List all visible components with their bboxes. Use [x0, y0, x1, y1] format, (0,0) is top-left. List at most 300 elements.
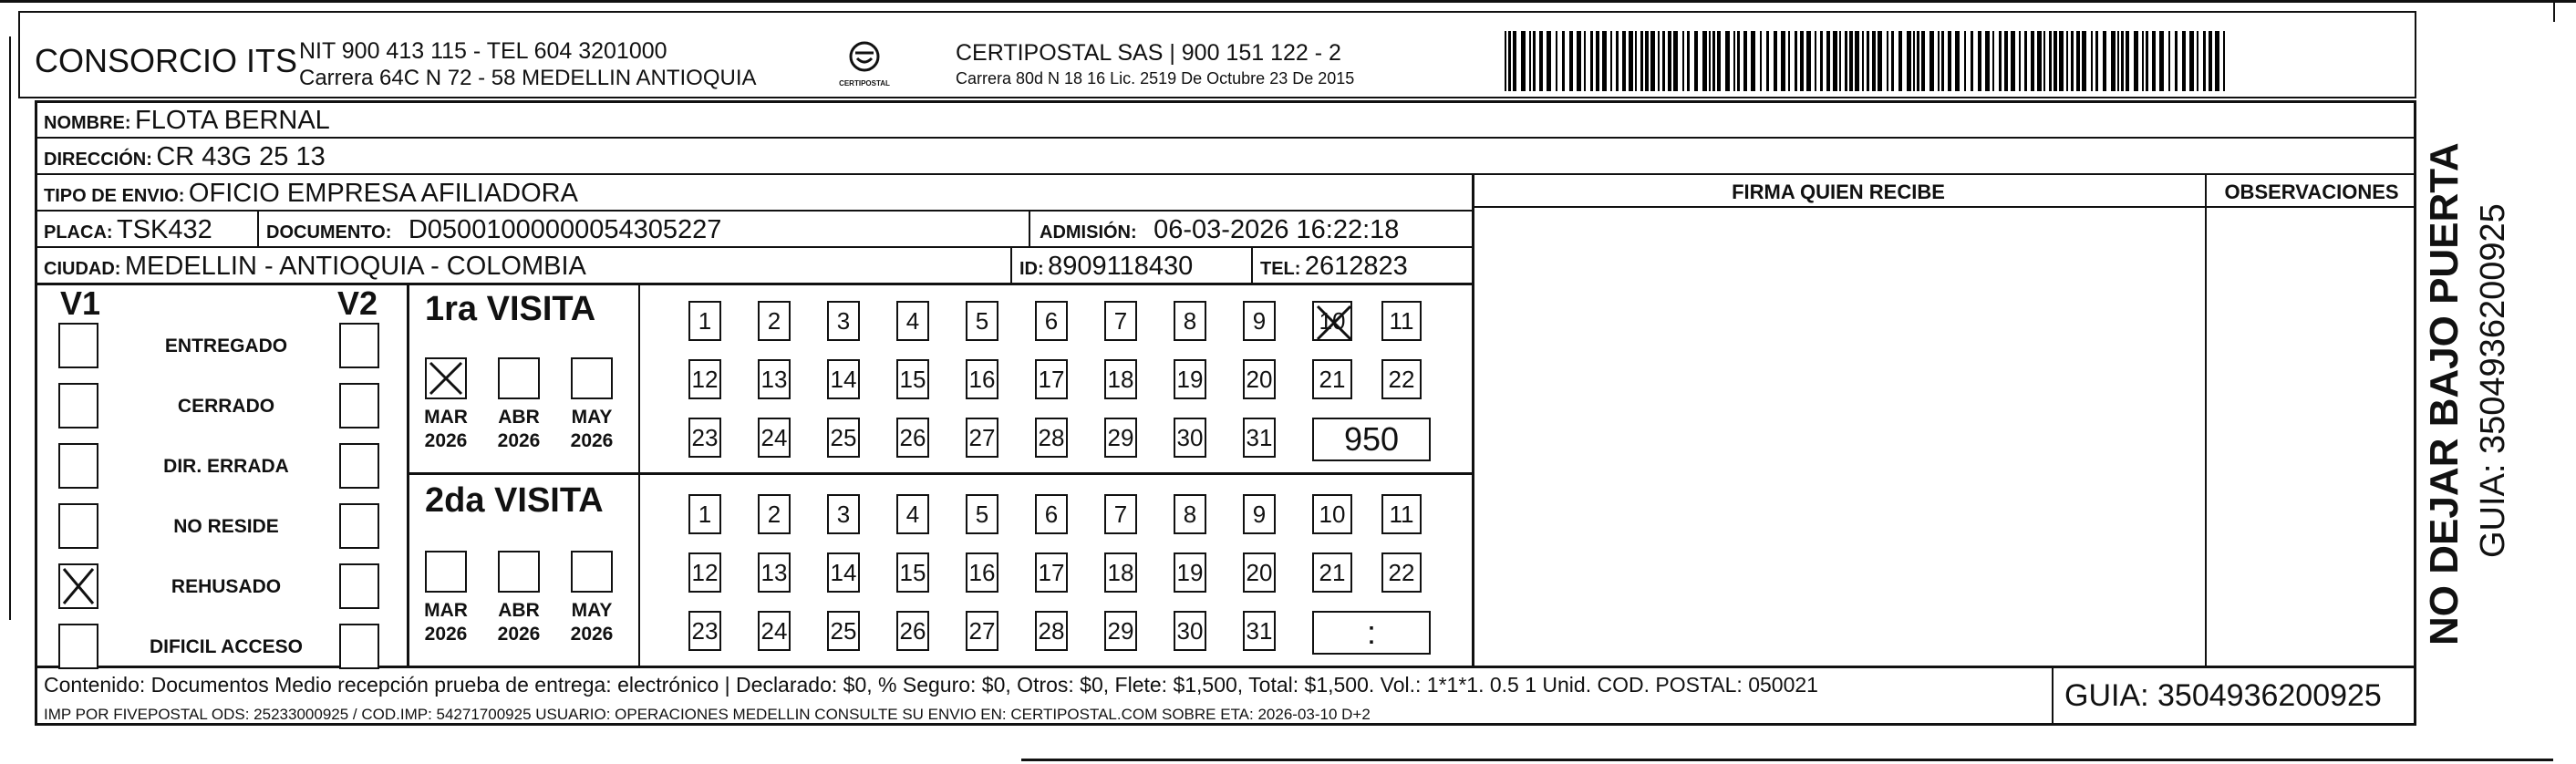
day-box[interactable] [1174, 418, 1206, 458]
month-checkbox[interactable] [425, 357, 467, 399]
day-box[interactable] [1381, 552, 1422, 593]
v2-label: V2 [337, 284, 378, 322]
day-number: 15 [899, 558, 926, 586]
left-edge [9, 36, 11, 620]
barcode-bar [1774, 31, 1777, 91]
day-number: 20 [1246, 558, 1273, 586]
barcode-bar [2223, 31, 2225, 91]
barcode-bar [1964, 31, 1966, 91]
barcode-bar [1569, 31, 1573, 91]
observaciones-label: OBSERVACIONES [2224, 181, 2399, 203]
nombre-label: NOMBRE: [44, 113, 131, 133]
day-box[interactable] [1035, 611, 1068, 651]
barcode-bar [1815, 31, 1816, 91]
time-box[interactable] [1312, 418, 1431, 461]
day-box[interactable] [688, 552, 721, 593]
day-box[interactable] [1174, 611, 1206, 651]
month-label: MAY [571, 600, 613, 621]
barcode-bar [2024, 31, 2027, 91]
tel-label: TEL: [1260, 259, 1301, 279]
barcode-bar [1529, 31, 1531, 91]
barcode-bar [2121, 31, 2124, 91]
day-number: 23 [691, 616, 719, 645]
day-number: 8 [1183, 500, 1197, 528]
barcode-bar [1898, 31, 1902, 91]
tel-cell [1260, 252, 1408, 282]
nombre-value: FLOTA BERNAL [135, 106, 330, 135]
day-number: 11 [1389, 306, 1414, 335]
day-box[interactable] [1035, 418, 1068, 458]
day-number: 21 [1319, 558, 1346, 586]
barcode-bar [1760, 31, 1762, 91]
day-box[interactable] [1312, 301, 1352, 341]
status-option-label: DIFICIL ACCESO [149, 636, 303, 657]
check-x-icon [60, 565, 97, 607]
placa-label: PLACA: [44, 222, 113, 243]
day-box[interactable] [896, 552, 929, 593]
barcode-bar [1855, 31, 1859, 91]
v1-checkbox[interactable] [58, 383, 98, 428]
v2-checkbox[interactable] [339, 624, 379, 669]
barcode-bar [1820, 31, 1823, 91]
direccion-value: CR 43G 25 13 [156, 142, 326, 171]
barcode-bar [1712, 31, 1715, 91]
v1-checkbox[interactable] [58, 503, 98, 549]
day-box[interactable] [758, 418, 791, 458]
barcode-bar [2168, 31, 2170, 91]
barcode-bar [2059, 31, 2064, 91]
barcode-bar [2189, 31, 2194, 91]
day-box[interactable] [1035, 301, 1068, 341]
barcode-bar [1635, 31, 1637, 91]
barcode-bar [2197, 31, 2198, 91]
barcode-bar [2175, 31, 2178, 91]
barcode-bar [1845, 31, 1847, 91]
company-address: Carrera 64C N 72 - 58 MEDELLIN ANTIOQUIA [299, 66, 757, 90]
certipostal-logo-icon [839, 38, 890, 78]
day-box[interactable] [1035, 552, 1068, 593]
barcode-bar [1921, 31, 1925, 91]
barcode-bar [1640, 31, 1643, 91]
day-box[interactable] [1174, 359, 1206, 399]
day-box[interactable] [827, 301, 860, 341]
barcode-bar [2203, 31, 2206, 91]
day-number: 3 [836, 500, 851, 528]
barcode-bar [1955, 31, 1960, 91]
certipostal-logo [839, 38, 890, 93]
day-box[interactable] [688, 418, 721, 458]
barcode-bar [1668, 31, 1671, 91]
day-box[interactable] [827, 611, 860, 651]
day-number: 24 [760, 616, 788, 645]
v2-checkbox[interactable] [339, 323, 379, 368]
day-number: 10 [1319, 500, 1346, 528]
day-box[interactable] [1312, 552, 1352, 593]
barcode-bar [1913, 31, 1915, 91]
barcode-bar [1622, 31, 1626, 91]
barcode-bar [1682, 31, 1684, 91]
day-number: 31 [1246, 616, 1273, 645]
barcode-bar [1766, 31, 1769, 91]
barcode-bar [2076, 31, 2080, 91]
status-option-label: DIR. ERRADA [163, 456, 289, 477]
day-box[interactable] [896, 301, 929, 341]
day-box[interactable] [1381, 359, 1422, 399]
barcode-bar [1907, 31, 1911, 91]
barcode-bar [1539, 31, 1543, 91]
day-box[interactable] [758, 552, 791, 593]
day-box[interactable] [1174, 301, 1206, 341]
barcode-bar [1687, 31, 1690, 91]
day-box[interactable] [1104, 611, 1137, 651]
footer-guia: GUIA: 3504936200925 [2064, 678, 2382, 713]
day-box[interactable] [688, 494, 721, 534]
day-box[interactable] [1243, 611, 1276, 651]
barcode-bar [2215, 31, 2219, 91]
side-guia: GUIA: 3504936200925 [2474, 203, 2512, 558]
barcode-bar [1849, 31, 1853, 91]
v1-checkbox[interactable] [58, 323, 98, 368]
day-number: 3 [836, 306, 851, 335]
ciudad-label: CIUDAD: [44, 259, 121, 279]
tel-value: 2612823 [1304, 252, 1408, 281]
barcode-bar [1891, 31, 1894, 91]
v1-checkbox[interactable] [58, 443, 98, 489]
status-option-label: NO RESIDE [173, 516, 279, 537]
day-box[interactable] [1174, 494, 1206, 534]
month-checkbox[interactable] [498, 357, 540, 399]
barcode-bar [1602, 31, 1607, 91]
barcode-bar [1872, 31, 1876, 91]
barcode-bar [1694, 31, 1698, 91]
barcode-bar [2152, 31, 2156, 91]
barcode-bar [1533, 31, 1536, 91]
day-number: 4 [905, 306, 920, 335]
day-box[interactable] [1381, 301, 1422, 341]
barcode-bar [1616, 31, 1619, 91]
barcode-bar [2004, 31, 2008, 91]
id-label: ID: [1019, 259, 1044, 279]
day-box[interactable] [966, 418, 998, 458]
day-number: 9 [1252, 306, 1267, 335]
day-box[interactable] [827, 552, 860, 593]
barcode-bar [1717, 31, 1721, 91]
day-box[interactable] [688, 301, 721, 341]
day-number: 8 [1183, 306, 1197, 335]
barcode-bar [1826, 31, 1830, 91]
barcode-bar [1862, 31, 1864, 91]
v2-checkbox[interactable] [339, 563, 379, 609]
day-number: 12 [691, 365, 719, 393]
month-checkbox[interactable] [571, 357, 613, 399]
v2-checkbox[interactable] [339, 383, 379, 428]
direccion-label: DIRECCIÓN: [44, 150, 152, 170]
firma-label: FIRMA QUIEN RECIBE [1732, 181, 1945, 203]
barcode-bar [1596, 31, 1599, 91]
side-warning: NO DEJAR BAJO PUERTA [2422, 142, 2467, 645]
day-box[interactable] [758, 301, 791, 341]
day-box[interactable] [758, 359, 791, 399]
day-box[interactable] [827, 359, 860, 399]
day-number: 27 [968, 423, 996, 451]
v2-checkbox[interactable] [339, 443, 379, 489]
day-number: 25 [830, 616, 857, 645]
day-number: 27 [968, 616, 996, 645]
barcode-bar [1887, 31, 1888, 91]
day-box[interactable] [1104, 301, 1137, 341]
day-box[interactable] [688, 359, 721, 399]
day-box[interactable] [758, 611, 791, 651]
day-box[interactable] [827, 494, 860, 534]
day-number: 19 [1176, 365, 1204, 393]
day-box[interactable] [1243, 552, 1276, 593]
day-number: 5 [975, 306, 989, 335]
barcode-bar [2134, 31, 2138, 91]
admision-cell [1040, 215, 1399, 245]
check-x-icon [427, 359, 465, 397]
day-number: 25 [830, 423, 857, 451]
barcode-bar [1673, 31, 1678, 91]
day-number: 22 [1388, 365, 1415, 393]
day-number: 13 [760, 365, 788, 393]
barcode-bar [2031, 31, 2034, 91]
day-number: 6 [1044, 306, 1059, 335]
day-box[interactable] [966, 359, 998, 399]
barcode-bar [1743, 31, 1747, 91]
day-number: 22 [1388, 558, 1415, 586]
day-number: 7 [1113, 500, 1128, 528]
barcode-bar [1978, 31, 1981, 91]
barcode-bar [1839, 31, 1841, 91]
day-number: 15 [899, 365, 926, 393]
day-box[interactable] [896, 611, 929, 651]
barcode-bar [2111, 31, 2116, 91]
day-box[interactable] [1104, 418, 1137, 458]
barcode-bar [1833, 31, 1837, 91]
barcode-icon [1505, 31, 2234, 93]
barcode-bar [2126, 31, 2129, 91]
ciudad-value: MEDELLIN - ANTIOQUIA - COLOMBIA [124, 252, 586, 281]
barcode-bar [1702, 31, 1707, 91]
v2-checkbox[interactable] [339, 503, 379, 549]
day-number: 29 [1107, 423, 1134, 451]
barcode-bar [1610, 31, 1612, 91]
barcode-bar [1992, 31, 1994, 91]
placa-value: TSK432 [117, 215, 212, 244]
barcode-bar [1590, 31, 1593, 91]
day-number: 5 [975, 500, 989, 528]
day-number: 13 [760, 558, 788, 586]
month-label: MAR [424, 407, 468, 428]
day-box[interactable] [1381, 494, 1422, 534]
tipo-envio-label: TIPO DE ENVIO: [44, 186, 185, 206]
day-box[interactable] [966, 552, 998, 593]
year-label: 2026 [497, 624, 541, 645]
year-label: 2026 [424, 624, 468, 645]
day-box[interactable] [1243, 418, 1276, 458]
barcode-bar [1929, 31, 1934, 91]
barcode-bar [1562, 31, 1565, 91]
day-number: 14 [830, 558, 857, 586]
barcode-bar [2082, 31, 2086, 91]
barcode-bar [1629, 31, 1633, 91]
tipo-envio-row [44, 179, 578, 209]
barcode-bar [1508, 31, 1511, 91]
barcode-bar [1556, 31, 1557, 91]
year-label: 2026 [570, 624, 614, 645]
day-box[interactable] [1104, 359, 1137, 399]
day-box[interactable] [896, 494, 929, 534]
barcode-bar [1662, 31, 1665, 91]
v1-label: V1 [60, 284, 101, 322]
barcode-bar [1800, 31, 1804, 91]
visit2-title: 2da VISITA [425, 481, 604, 520]
day-number: 30 [1176, 423, 1204, 451]
barcode-bar [2159, 31, 2164, 91]
day-box[interactable] [896, 359, 929, 399]
day-number: 14 [830, 365, 857, 393]
barcode-bar [1733, 31, 1735, 91]
time-box[interactable] [1312, 611, 1431, 655]
barcode-bar [1795, 31, 1797, 91]
month-label: ABR [498, 600, 540, 621]
month-label: MAY [571, 407, 613, 428]
day-number: 29 [1107, 616, 1134, 645]
barcode-bar [2037, 31, 2042, 91]
day-box[interactable] [1312, 359, 1352, 399]
day-number: 2 [767, 500, 781, 528]
year-label: 2026 [424, 430, 468, 451]
status-option-label: REHUSADO [171, 576, 282, 597]
barcode-bar [2091, 31, 2093, 91]
day-box[interactable] [1243, 494, 1276, 534]
month-checkbox[interactable] [425, 551, 467, 593]
day-number: 21 [1319, 365, 1346, 393]
day-number: 30 [1176, 616, 1204, 645]
ciudad-cell [44, 252, 586, 282]
v1-checkbox[interactable] [58, 563, 98, 609]
barcode-bar [1737, 31, 1740, 91]
day-number: 2 [767, 306, 781, 335]
carrier-name: CERTIPOSTAL SAS | 900 151 122 - 2 [956, 40, 1341, 66]
barcode-bar [2054, 31, 2057, 91]
day-number: 1 [698, 500, 712, 528]
day-number: 28 [1038, 423, 1065, 451]
barcode-bar [2043, 31, 2045, 91]
day-box[interactable] [896, 418, 929, 458]
day-box[interactable] [1174, 552, 1206, 593]
day-number: 9 [1252, 500, 1267, 528]
v1-checkbox[interactable] [58, 624, 98, 669]
company-nit: NIT 900 413 115 - TEL 604 3201000 [299, 38, 667, 64]
day-number: 18 [1107, 558, 1134, 586]
barcode-bar [2117, 31, 2119, 91]
year-label: 2026 [570, 430, 614, 451]
bottom-edge [1021, 759, 2553, 761]
day-box[interactable] [1243, 301, 1276, 341]
barcode-bar [1650, 31, 1655, 91]
barcode-bar [1917, 31, 1919, 91]
barcode-bar [1938, 31, 1940, 91]
barcode-bar [2103, 31, 2106, 91]
barcode-bar [1878, 31, 1882, 91]
barcode-bar [1658, 31, 1660, 91]
top-edge [0, 0, 2576, 3]
barcode-bar [1577, 31, 1581, 91]
day-number: 20 [1246, 365, 1273, 393]
barcode-bar [2071, 31, 2074, 91]
barcode-bar [1521, 31, 1526, 91]
placa-cell [44, 215, 212, 245]
time-value: 950 [1343, 420, 1400, 458]
day-box[interactable] [827, 418, 860, 458]
day-number: 1 [698, 306, 712, 335]
barcode-bar [2182, 31, 2186, 91]
day-box[interactable] [688, 611, 721, 651]
day-box[interactable] [1243, 359, 1276, 399]
day-box[interactable] [758, 494, 791, 534]
page-edge [2553, 0, 2555, 22]
day-box[interactable] [1035, 359, 1068, 399]
admision-value: 06-03-2026 16:22:18 [1154, 215, 1400, 244]
day-number: 31 [1246, 423, 1273, 451]
barcode-bar [1985, 31, 1990, 91]
time-value: : [1366, 614, 1376, 651]
day-box[interactable] [966, 494, 998, 534]
barcode-bar [2095, 31, 2098, 91]
cross-out-icon [1314, 303, 1354, 343]
day-number: 16 [968, 365, 996, 393]
barcode-bar [1645, 31, 1649, 91]
day-box[interactable] [1104, 494, 1137, 534]
day-number: 18 [1107, 365, 1134, 393]
day-number: 26 [899, 423, 926, 451]
day-box[interactable] [1035, 494, 1068, 534]
barcode-bar [1547, 31, 1551, 91]
day-number: 12 [691, 558, 719, 586]
barcode-bar [1941, 31, 1944, 91]
documento-label: DOCUMENTO: [266, 222, 392, 243]
barcode-bar [1584, 31, 1586, 91]
barcode-bar [2049, 31, 2052, 91]
barcode-bar [1948, 31, 1951, 91]
day-box[interactable] [966, 611, 998, 651]
day-number: 7 [1113, 306, 1128, 335]
visit1-title: 1ra VISITA [425, 290, 596, 328]
month-checkbox[interactable] [498, 551, 540, 593]
logo-caption: CERTIPOSTAL [839, 79, 890, 88]
day-number: 24 [760, 423, 788, 451]
day-number: 28 [1038, 616, 1065, 645]
barcode-bar [2142, 31, 2144, 91]
company-name: CONSORCIO ITS [35, 42, 298, 79]
month-label: ABR [498, 407, 540, 428]
day-number: 17 [1038, 365, 1065, 393]
tipo-envio-value: OFICIO EMPRESA AFILIADORA [188, 179, 578, 208]
barcode-bar [2209, 31, 2212, 91]
id-cell [1019, 252, 1193, 282]
status-option-label: CERRADO [177, 396, 275, 417]
barcode-bar [1806, 31, 1811, 91]
day-box[interactable] [966, 301, 998, 341]
barcode-bar [1751, 31, 1755, 91]
day-box[interactable] [1104, 552, 1137, 593]
documento-value: D05001000000054305227 [408, 215, 722, 244]
day-box[interactable] [1312, 494, 1352, 534]
month-checkbox[interactable] [571, 551, 613, 593]
day-number: 6 [1044, 500, 1059, 528]
day-number: 10 [1319, 306, 1346, 335]
